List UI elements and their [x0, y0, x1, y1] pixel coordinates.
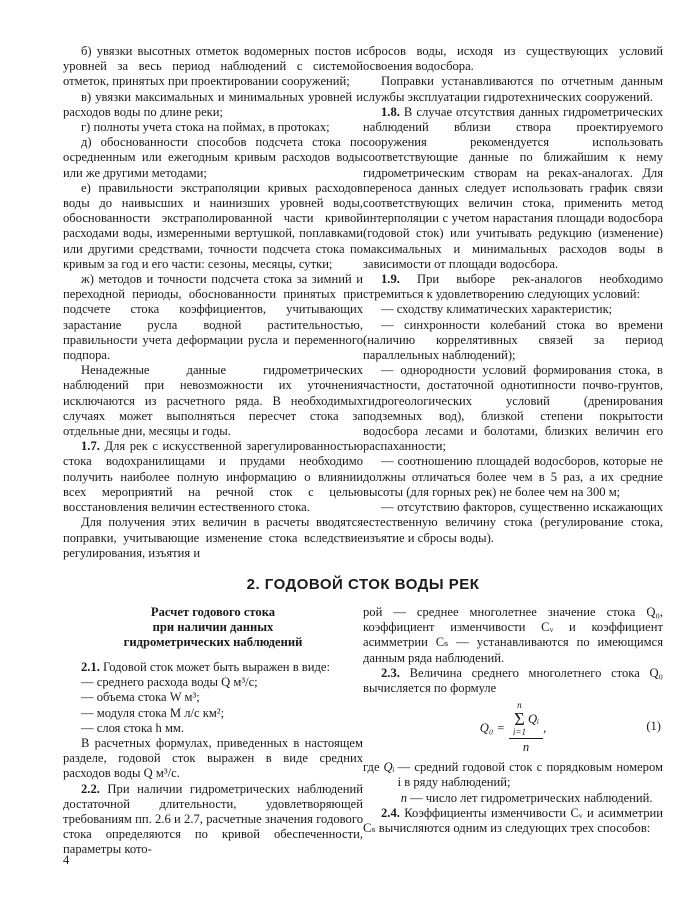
section-title: 2. ГОДОВОЙ СТОК ВОДЫ РЕК	[246, 576, 480, 593]
definition-symbol: Qᵢ	[383, 760, 395, 775]
formula-1	[363, 699, 663, 757]
sigma-glyph: Σ	[514, 709, 525, 730]
paragraph: Для получения этих величин в расчеты вводятся поправки, учитывающие изменение стока вследствие регулирования, изъятия и	[63, 515, 363, 560]
clause-text: Величина среднего многолетнего стока Q₀ вычисляется по формуле	[363, 665, 663, 696]
paragraph: г) полноты учета стока на поймах, в протоках;	[81, 120, 330, 135]
form-item: — слоя стока h мм.	[81, 720, 185, 735]
paragraph: ж) методов и точности подсчета стока за зимний и переходной периоды, обоснованности принятых при подсчете стока коэффициентов, учитывающих зарастание русла водной растительностью, правильности учета деформации русла и переменного подпора.	[63, 272, 363, 363]
sum-symbol	[513, 701, 526, 737]
paragraph-1-8	[363, 105, 663, 272]
condition-item: — соотношению площадей водосборов, которые не должны отличаться более чем в 5 раз, а их средние высоты (для горных рек) не более чем на 300 м;	[363, 454, 663, 499]
equation-number: (1)	[646, 719, 661, 734]
paragraph: д) обоснованности способов подсчета стока по осредненным или ежегодным кривым расходов воды или же другими методами;	[63, 135, 363, 180]
paragraph: Поправки устанавливаются по отчетным данным службы эксплуатации гидротехнических сооружений.	[363, 74, 663, 104]
clause-number: 2.2.	[81, 781, 100, 796]
bottom-right-column	[363, 605, 663, 836]
formula-lhs: Q₀ =	[479, 720, 505, 735]
fraction-bar	[509, 738, 543, 739]
subsection-title-line: гидрометрических наблюдений	[123, 635, 303, 649]
clause-number: 1.8.	[381, 104, 400, 119]
where-prefix: где	[363, 760, 380, 775]
paragraph: Ненадежные данные гидрометрических наблюдений при невозможности их уточнения исключаются из расчетного ряда. В необходимых случаях может выполняться пересчет стока за отдельные дни, месяцы и годы.	[63, 363, 363, 439]
paragraph-2-1	[63, 660, 363, 675]
paragraph: в) увязки максимальных и минимальных уровней и расходов воды по длине реки;	[63, 89, 363, 119]
paragraph-continuation: сбросов воды, исходя из существующих условий освоения водосбора.	[363, 44, 663, 74]
definition-text: — средний годовой сток с порядковым номером i в ряду наблюдений;	[397, 760, 663, 790]
clause-number: 1.7.	[81, 439, 100, 454]
subsection-title-line: при наличии данных	[152, 620, 274, 634]
bottom-left-column	[63, 605, 363, 858]
sum-lower-limit: i=1	[512, 727, 526, 738]
clause-text: Для рек с искусственной зарегулированностью стока водохранилищами и прудами необходимо получить наиболее полную информацию о влиянии всех мероприятий на речной сток с целью восстановления величин естественного стока.	[63, 439, 363, 515]
clause-text: При выборе рек-аналогов необходимо стремиться к удовлетворению следующих условий:	[363, 272, 663, 302]
clause-text: Годовой сток может быть выражен в виде:	[103, 660, 330, 674]
sum-term: Qᵢ	[527, 711, 540, 726]
paragraph-2-4	[363, 806, 663, 836]
formula-denominator: n	[522, 740, 530, 755]
condition-item: — сходству климатических характеристик;	[381, 302, 613, 317]
clause-text: В случае отсутствия данных гидрометрических наблюдений вблизи створа проектируемого сооружения рекомендуется использовать соответствующие данные по ближайшим к нему гидрометрическим створам на реках-аналогах. Для переноса данных следует использовать график связи соответствующих величин стока, применить метод интерполяции с учетом нарастания площади водосбора (годовой сток) или учитывать редукцию (изменение) максимальных и минимальных расходов воды в зависимости от площади водосбора.	[363, 104, 663, 271]
paragraph-1-9	[363, 272, 663, 302]
condition-item: — отсутствию факторов, существенно искажающих естественную величину стока (регулирование стока, изъятие и сбросы воды).	[363, 500, 663, 545]
definition-row	[363, 760, 663, 790]
paragraph-1-7	[63, 439, 363, 515]
formula-numerator	[509, 701, 543, 737]
form-item: — объема стока W м³;	[81, 690, 200, 705]
clause-number: 2.1.	[81, 660, 100, 674]
formula-trailing-comma: ,	[543, 720, 547, 735]
paragraph: е) правильности экстраполяции кривых расходов воды до наивысших и наинизших уровней воды, обоснованности экстраполированной части кривой расходами воды, измеренными вертушкой, поплавками или другими средствами, точности подсчета стока по кривым за год и его части: сезоны, месяцы, сутки;	[63, 180, 363, 271]
definition-text: — число лет гидрометрических наблюдений.	[410, 790, 653, 805]
definition-symbol: n	[400, 790, 407, 805]
clause-number: 1.9.	[381, 272, 400, 287]
form-item: — модуля стока M л/с км²;	[81, 705, 225, 720]
condition-item: — однородности условий формирования стока, в частности, достаточной однотипности почво-грунтов, гидрогеологических условий (дренирования подземных вод), близкой степени покрытости водосбора лесами и болотами, близких величин его распаханности;	[363, 363, 663, 454]
top-left-column	[63, 44, 363, 561]
clause-number: 2.3.	[381, 665, 400, 680]
top-right-column	[363, 44, 663, 546]
paragraph-2-2	[63, 782, 363, 858]
subsection-title	[63, 605, 363, 650]
clause-text: Коэффициенты изменчивости Cᵥ и асимметрии Cₛ вычисляются одним из следующих трех способов:	[363, 805, 663, 836]
clause-number: 2.4.	[381, 805, 400, 820]
clause-text: При наличии гидрометрических наблюдений достаточной длительности, удовлетворяющей требованиям пп. 2.6 и 2.7, расчетные значения годового стока определяются по кривой обеспеченности, параметры кото-	[63, 781, 363, 857]
sum-upper-limit: n	[517, 700, 522, 711]
paragraph: В расчетных формулах, приведенных в настоящем разделе, годовой сток выражен в виде средних расходов воды Q м³/с.	[63, 736, 363, 781]
definition-row	[363, 791, 663, 806]
page-number: 4	[63, 853, 70, 867]
paragraph-2-3	[363, 666, 663, 696]
paragraph: б) увязки высотных отметок водомерных постов и уровней за весь период наблюдений с системой отметок, принятых при проектировании сооружений;	[63, 44, 363, 89]
paragraph-continuation: рой — среднее многолетнее значение стока Q₀, коэффициент изменчивости Cᵥ и коэффициент асимметрии Cₛ — устанавливаются по имеющимся данным ряда наблюдений.	[363, 605, 663, 665]
subsection-title-line: Расчет годового стока	[150, 605, 276, 619]
condition-item: — синхронности колебаний стока во времени (наличию коррелятивных связей за период параллельных наблюдений);	[363, 317, 663, 363]
formula-fraction	[509, 701, 543, 755]
form-item: — среднего расхода воды Q м³/с;	[81, 675, 258, 690]
